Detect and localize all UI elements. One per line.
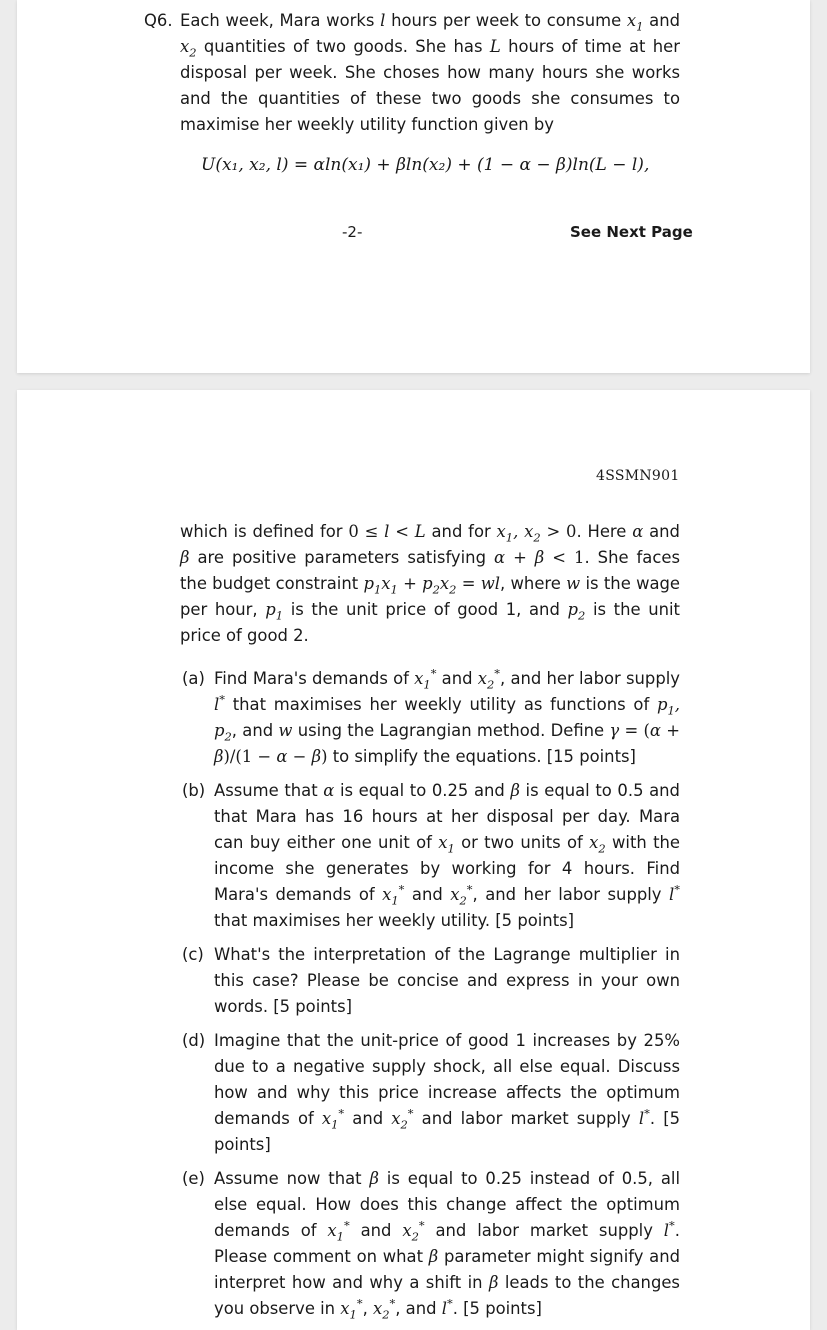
math-domain-l: 0 ≤ l < L (348, 522, 426, 541)
math-x2-star: $x_2^*$ (477, 666, 501, 692)
part-text: , and her labor supply (500, 669, 680, 688)
math-budget-constraint: $p_1x_1 + p_2x_2$ = wl (363, 574, 501, 597)
part-text: is equal to 0.25 and (339, 781, 505, 800)
cont-text: , where (500, 574, 561, 593)
math-beta: β (428, 1247, 439, 1266)
q6-text: hours of time at her disposal per week. She choses how many hours she works and the quantities of these two goods she consumes to maximise her weekly utility function given by (180, 37, 681, 134)
part-text: and (360, 1221, 392, 1240)
cont-text: is the unit price of good 1, and (290, 600, 560, 619)
part-c (180, 942, 680, 1020)
part-text: Find Mara's demands of (214, 669, 409, 688)
q6-text: hours per week to consume (391, 11, 622, 30)
math-x1-star: $x_1^*$ (327, 1218, 350, 1244)
cont-text: is the unit price of good 2. (180, 600, 680, 645)
part-b (180, 778, 680, 934)
part-text: and labor market supply (421, 1109, 631, 1128)
cont-text: which is defined for (180, 522, 343, 541)
cont-text: are positive parameters satisfying (197, 548, 486, 567)
part-text: and (441, 669, 473, 688)
part-text: parameter might signify and interpret how and why a shift in (214, 1247, 681, 1292)
math-p2: $p_2$ (567, 600, 586, 623)
part-text: that maximises her weekly utility as functions of (232, 695, 650, 714)
part-text: to simplify the equations. [15 points] (332, 747, 636, 766)
part-text: or two units of (461, 833, 583, 852)
part-label: (a) (182, 669, 205, 688)
part-text: Imagine that the unit-price of good 1 increases by 25% due to a negative supply shock, all else equal. Discuss how and why this price increase affects the optimum demands of (214, 1031, 680, 1128)
math-beta: β (510, 781, 520, 800)
part-text: . [5 points] (452, 1299, 542, 1318)
part-text: , and (231, 721, 274, 740)
question-parts (180, 666, 680, 1330)
part-text: and labor market supply (435, 1221, 653, 1240)
math-x1-star: $x_1^*$ (321, 1106, 345, 1132)
math-x2-star: $x_2^*$ (391, 1106, 414, 1132)
question-label: Q6. (144, 11, 173, 30)
part-label: (b) (182, 781, 206, 800)
math-domain-x: $x_1$, $x_2 > 0$ (496, 522, 577, 545)
math-x1: $x_1$ (626, 11, 644, 34)
cont-text: is the wage per hour, (180, 574, 681, 619)
math-beta: β (488, 1273, 499, 1292)
math-l: l (380, 11, 386, 30)
math-gamma-def: γ = (α + β)/(1 − α − β) (214, 721, 680, 766)
question-6-continuation (180, 519, 680, 649)
cont-text: and for (431, 522, 491, 541)
math-l-star: l* (638, 1106, 650, 1128)
part-text: Assume that (214, 781, 318, 800)
part-text: leads to the changes you observe in (214, 1273, 680, 1318)
part-text: is equal to 0.5 and that Mara has 16 hours at her disposal per day. Mara can buy either one unit of (214, 781, 680, 852)
q6-text: Each week, Mara works (180, 11, 375, 30)
part-label: (d) (182, 1031, 206, 1050)
part-text: , and her labor supply (472, 885, 662, 904)
math-alpha: α (632, 522, 644, 541)
math-x1-star: $x_1^*$ (382, 882, 405, 908)
math-prices: $p_1$, $p_2$ (214, 695, 680, 744)
question-6-intro (144, 8, 681, 138)
cont-text: . Here (576, 522, 627, 541)
see-next-page: See Next Page (570, 223, 693, 241)
utility-equation: U(x₁, x₂, l) = αln(x₁) + βln(x₂) + (1 − α − β)ln(L − l), (201, 155, 650, 175)
part-text: , and (395, 1299, 437, 1318)
cont-text: and (649, 522, 680, 541)
math-x2: $x_2$ (180, 37, 197, 60)
math-x1-star: $x_1^*$ (340, 1296, 363, 1322)
part-text: with the income she generates by working for 4 hours. Find Mara's demands of (214, 833, 680, 904)
math-x2-star: $x_2^*$ (372, 1296, 396, 1322)
q6-text: quantities of two goods. She has (203, 37, 483, 56)
part-text: . Please comment on what (214, 1221, 680, 1266)
part-a (180, 666, 680, 770)
part-text: using the Lagrangian method. Define (297, 721, 605, 740)
math-l-star: l* (663, 1218, 675, 1240)
math-beta: β (180, 548, 190, 567)
exam-page-2 (17, 390, 810, 1330)
part-text: What's the interpretation of the Lagrange multiplier in this case? Please be concise and express in your own words. [5 points] (214, 945, 680, 1016)
part-text: Assume now that (214, 1169, 362, 1188)
part-text: is equal to 0.25 instead of 0.5, all else equal. How does this change affect the optimum demands of (214, 1169, 681, 1240)
math-l-star: l* (214, 692, 225, 714)
part-label: (c) (182, 945, 204, 964)
part-text: . [5 points] (214, 1109, 681, 1154)
exam-page-1 (17, 0, 810, 373)
page-number: -2- (342, 223, 363, 241)
math-alpha: α (323, 781, 335, 800)
part-text: and (352, 1109, 384, 1128)
course-code: 4SSMN901 (596, 468, 680, 484)
math-l-star: l* (669, 882, 680, 904)
math-x1: $x_1$ (438, 833, 455, 856)
part-d (180, 1028, 680, 1158)
math-l-star: l* (441, 1296, 453, 1318)
math-x2: $x_2$ (589, 833, 606, 856)
math-w: w (278, 721, 293, 740)
part-e: (e) Assume now that β is equal to 0.25 instead of 0.5, all else equal. How does this change affect the optimum demands of $x_1^*$ and $x_2^*$ and labor market supply l*. Please comment on what β parameter might signify and interpret how and why a shift in β leads to the changes you observe in $x_1^*$, $x_2^*$, and l*. [5 points] (180, 1166, 680, 1322)
math-p1: $p_1$ (265, 600, 284, 623)
math-x1-star: $x_1^*$ (414, 666, 437, 692)
part-text: that maximises her weekly utility. [5 points] (214, 911, 575, 930)
q6-text: and (649, 11, 680, 30)
part-text: and (411, 885, 443, 904)
math-w: w (566, 574, 581, 593)
part-label: (e) (182, 1169, 205, 1188)
math-param-constraint: α + β < 1 (493, 548, 585, 567)
math-x2-star: $x_2^*$ (450, 882, 473, 908)
cont-text: . She faces the budget constraint (180, 548, 680, 593)
math-L: L (489, 37, 501, 56)
math-x2-star: $x_2^*$ (402, 1218, 425, 1244)
math-beta: β (369, 1169, 379, 1188)
